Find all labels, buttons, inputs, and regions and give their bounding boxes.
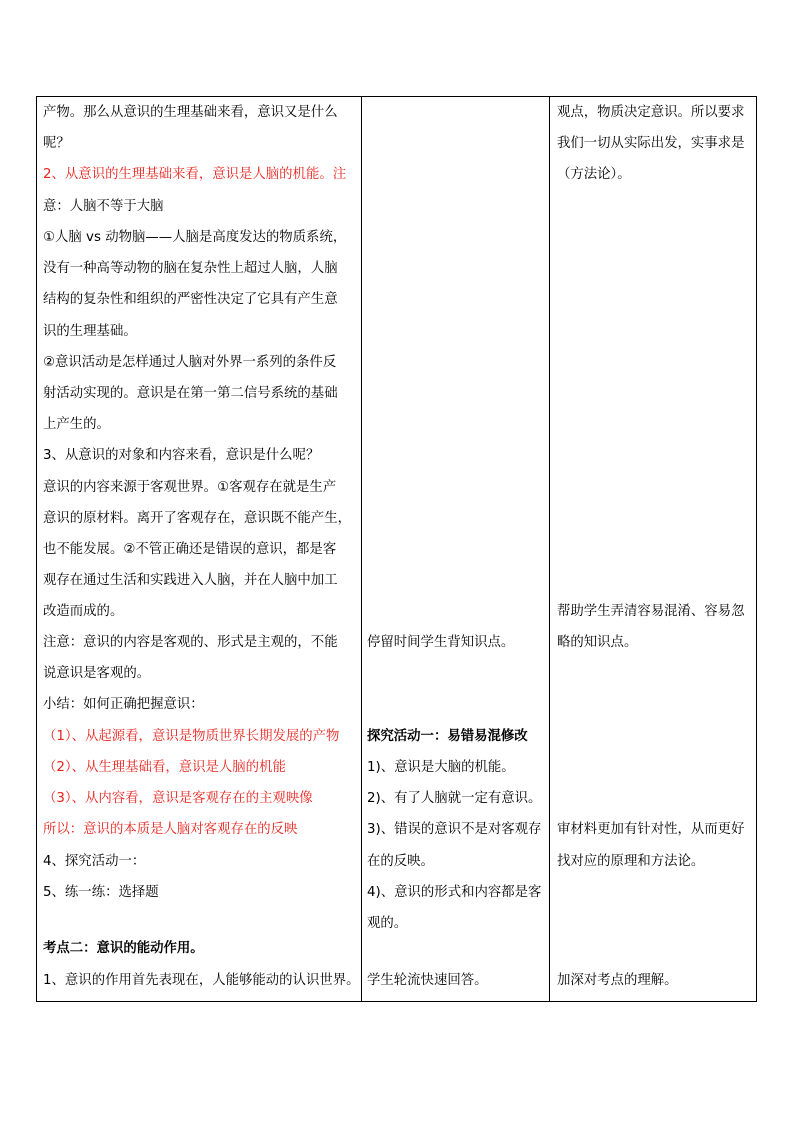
text-line: 识的生理基础。: [43, 324, 137, 339]
text-line: 观的。: [367, 916, 408, 931]
text-line: 4)、意识的形式和内容都是客: [367, 885, 542, 900]
text-line: 观点，物质决定意识。所以要求: [557, 105, 745, 120]
text-line: 学生轮流快速回答。: [367, 973, 488, 988]
text-line: 射活动实现的。意识是在第一第二信号系统的基础: [43, 386, 338, 401]
text-line: 略的知识点。: [557, 635, 638, 650]
text-line: 也不能发展。②不管正确还是错误的意识，都是客: [43, 542, 337, 557]
text-line: 改造而成的。: [43, 604, 124, 619]
text-line: （方法论）。: [557, 167, 631, 182]
text-line: 说意识是客观的。: [43, 666, 151, 681]
text-line: 1、意识的作用首先表现在，人能够能动的认识世界。: [43, 973, 360, 988]
text-line: 3、从意识的对象和内容来看，意识是什么呢？: [43, 448, 320, 463]
text-line: 所以：意识的本质是人脑对客观存在的反映: [43, 822, 298, 837]
text-line: 2、从意识的生理基础来看，意识是人脑的机能。注: [43, 167, 347, 182]
text-line: 考点二：意识的能动作用。: [43, 941, 204, 956]
text-line: 注意：意识的内容是客观的、形式是主观的，不能: [43, 635, 338, 650]
text-line: 加深对考点的理解。: [557, 973, 678, 988]
design-intent-column: [557, 97, 753, 1001]
text-line: （1）、从起源看，意识是物质世界长期发展的产物: [43, 729, 340, 744]
text-line: 上产生的。: [43, 417, 110, 432]
column-divider: [361, 97, 362, 1001]
text-line: 3)、错误的意识不是对客观存: [367, 822, 542, 837]
text-line: 结构的复杂性和组织的严密性决定了它具有产生意: [43, 292, 338, 307]
text-line: 观存在通过生活和实践进入人脑，并在人脑中加工: [43, 573, 338, 588]
text-line: 意：人脑不等于大脑: [43, 199, 164, 214]
text-line: 5、练一练：选择题: [43, 885, 159, 900]
text-line: 1)、意识是大脑的机能。: [367, 760, 515, 775]
text-line: （2）、从生理基础看，意识是人脑的机能: [43, 760, 286, 775]
text-line: 2)、有了人脑就一定有意识。: [367, 791, 542, 806]
text-line: 意识的原材料。离开了客观存在，意识既不能产生，: [43, 511, 351, 526]
text-line: 4、探究活动一：: [43, 854, 146, 869]
text-line: 停留时间学生背知识点。: [367, 635, 515, 650]
text-line: 小结：如何正确把握意识：: [43, 697, 204, 712]
text-line: ②意识活动是怎样通过人脑对外界一系列的条件反: [43, 355, 337, 370]
column-divider: [549, 97, 550, 1001]
text-line: 在的反映。: [367, 854, 434, 869]
text-line: （3）、从内容看，意识是客观存在的主观映像: [43, 791, 313, 806]
text-line: 呢？: [43, 136, 70, 151]
lesson-plan-table: [36, 96, 757, 1002]
text-line: 没有一种高等动物的脑在复杂性上超过人脑，人脑: [43, 261, 338, 276]
text-line: ①人脑 vs 动物脑——人脑是高度发达的物质系统，: [43, 230, 347, 245]
teaching-content-column: [43, 97, 360, 1001]
text-line: 探究活动一：易错易混修改: [367, 729, 528, 744]
text-line: 找对应的原理和方法论。: [557, 854, 705, 869]
text-line: 产物。那么从意识的生理基础来看，意识又是什么: [43, 105, 338, 120]
text-line: 我们一切从实际出发，实事求是: [557, 136, 745, 151]
text-line: 帮助学生弄清容易混淆、容易忽: [557, 604, 745, 619]
text-line: 审材料更加有针对性，从而更好: [557, 822, 745, 837]
text-line: 意识的内容来源于客观世界。①客观存在就是生产: [43, 480, 337, 495]
student-activity-column: [367, 97, 545, 1001]
